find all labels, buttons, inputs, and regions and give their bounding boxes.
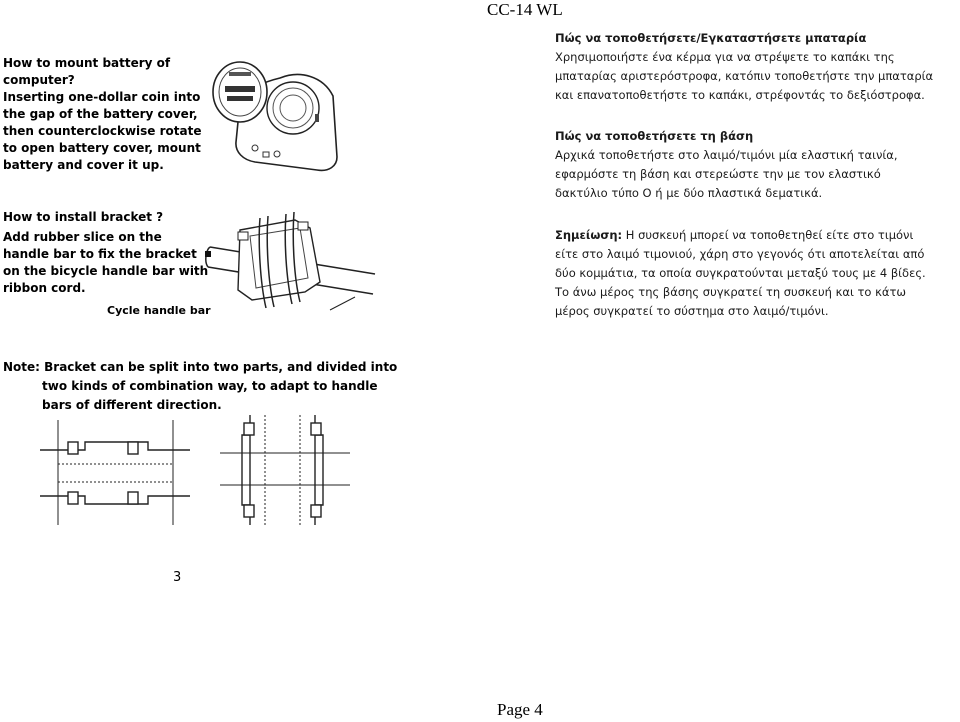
handle-bar-label: Cycle handle bar (107, 304, 211, 317)
greek-battery-title: Πώς να τοποθετήσετε/Εγκαταστήσετε μπαταρία (555, 31, 867, 45)
battery-body-line: Inserting one-dollar coin into (3, 90, 201, 104)
note-line: two kinds of combination way, to adapt to handle (42, 379, 378, 393)
greek-note-line: Το άνω μέρος της βάσης συγκρατεί τη συσκευή και το κάτω (555, 285, 907, 299)
greek-bracket-line: εφαρμόστε τη βάση και στερεώστε την με τον ελαστικό (555, 167, 881, 181)
page-label: Page 4 (497, 700, 543, 719)
greek-note-line: δύο κομμάτια, τα οποία συγκρατούνται μεταξύ τους με 4 βίδες. (555, 266, 926, 280)
bracket-body-line: on the bicycle handle bar with (3, 264, 209, 278)
greek-note-label: Σημείωση: (555, 228, 623, 242)
greek-note-section (555, 226, 926, 321)
bracket-vertical-diagram (220, 415, 350, 535)
note-section-en (3, 358, 397, 415)
battery-cover-illustration (205, 62, 345, 182)
battery-body-line: then counterclockwise rotate (3, 124, 202, 138)
model-code: CC-14 WL (487, 0, 563, 19)
bracket-horizontal-diagram (40, 420, 200, 530)
battery-body-line: the gap of the battery cover, (3, 107, 198, 121)
greek-bracket-line: δακτύλιο τύπο Ο ή με δύο πλαστικά δεματικά. (555, 186, 823, 200)
bracket-heading: How to install bracket ? (3, 210, 164, 224)
greek-note-line: είτε στο λαιμό τιμονιού, χάρη στο γεγονός ότι αποτελείται από (555, 247, 925, 261)
bracket-body-line: Add rubber slice on the (3, 230, 162, 244)
battery-body-line: to open battery cover, mount (3, 141, 201, 155)
battery-section-en (3, 55, 201, 174)
battery-body-line: battery and cover it up. (3, 158, 164, 172)
greek-battery-line: Χρησιμοποιήστε ένα κέρμα για να στρέψετε το καπάκι της (555, 50, 895, 64)
greek-battery-section (555, 29, 933, 105)
greek-battery-line: και επανατοποθετήστε το καπάκι, στρέφοντάς το δεξιόστροφα. (555, 88, 925, 102)
bracket-on-handlebar-illustration (200, 212, 380, 322)
bracket-body-line: handle bar to fix the bracket (3, 247, 197, 261)
greek-note-line: μέρος συγκρατεί το σύστημα στο λαιμό/τιμόνι. (555, 304, 829, 318)
greek-bracket-section (555, 127, 898, 203)
battery-heading-line: computer? (3, 73, 75, 87)
note-line: Note: Bracket can be split into two parts, and divided into (3, 360, 398, 374)
greek-bracket-title: Πώς να τοποθετήσετε τη βάση (555, 129, 754, 143)
note-line: bars of different direction. (42, 398, 222, 412)
inner-page-number: 3 (173, 570, 182, 585)
bracket-body-line: ribbon cord. (3, 281, 86, 295)
bracket-section-en (3, 209, 208, 297)
battery-heading-line: How to mount battery of (3, 56, 171, 70)
greek-bracket-line: Αρχικά τοποθετήστε στο λαιμό/τιμόνι μία ελαστική ταινία, (555, 148, 898, 162)
greek-battery-line: μπαταρίας αριστερόστροφα, κατόπιν τοποθετήστε την μπαταρία (555, 69, 934, 83)
greek-note-line: Η συσκευή μπορεί να τοποθετηθεί είτε στο τιμόνι (622, 228, 914, 242)
